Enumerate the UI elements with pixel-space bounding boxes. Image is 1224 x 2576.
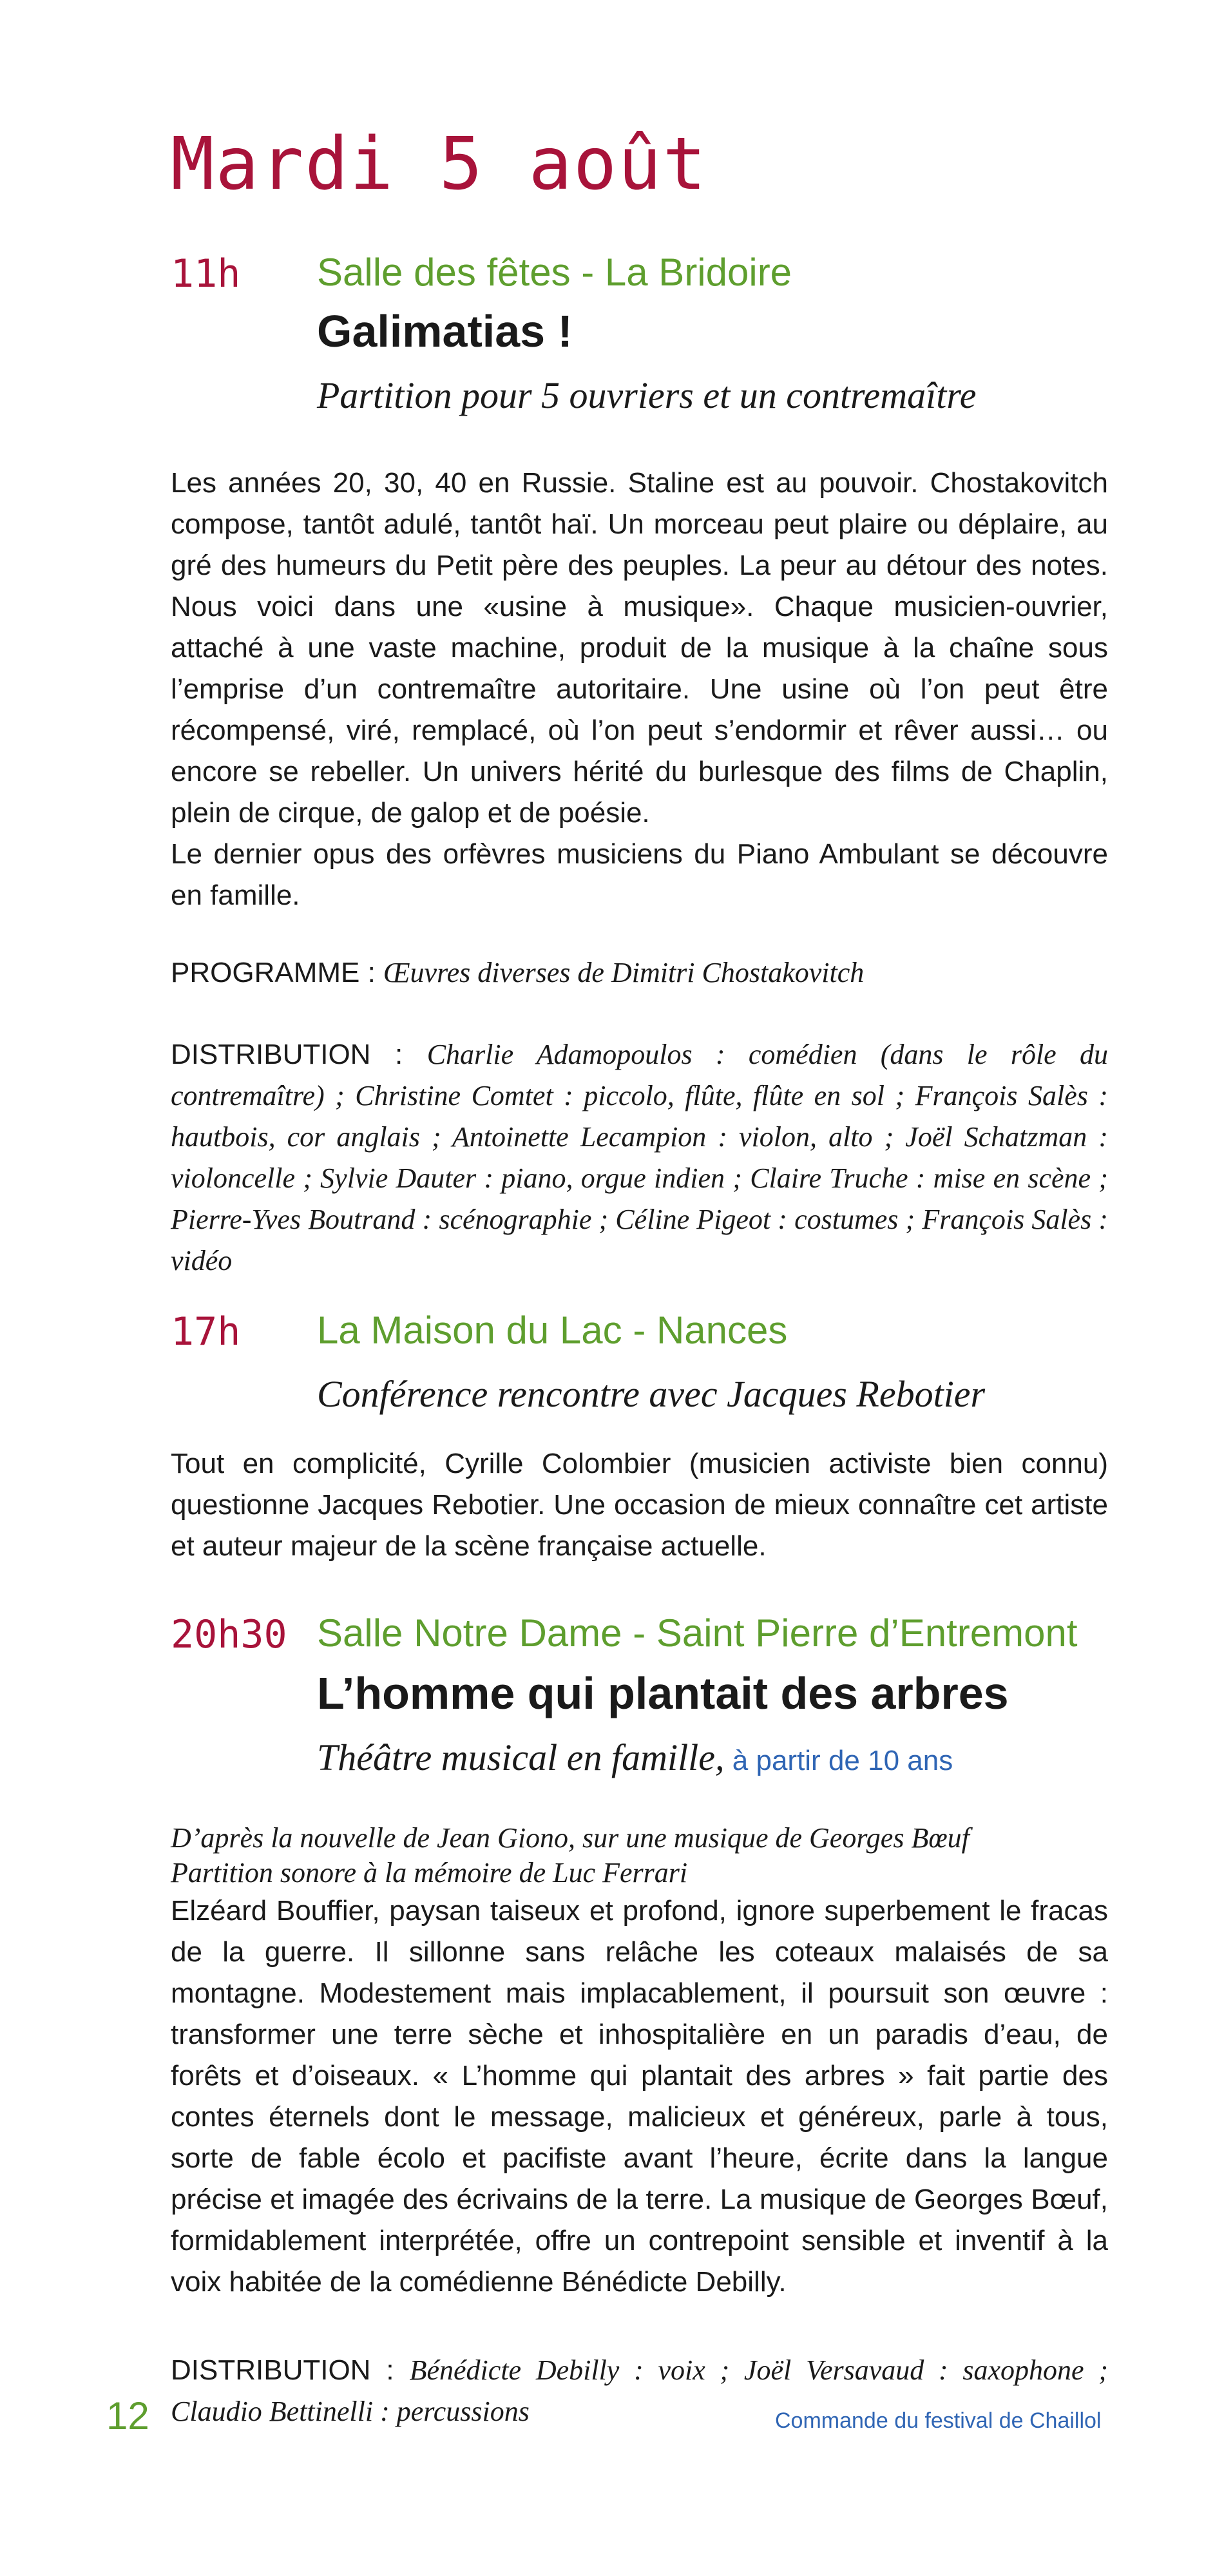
event-venue: La Maison du Lac - Nances — [317, 1309, 788, 1352]
event-time: 20h30 — [171, 1612, 287, 1657]
event-subtitle: Conférence rencontre avec Jacques Rebotier — [317, 1373, 986, 1415]
age-badge: à partir de 10 ans — [724, 1745, 953, 1776]
event-description: Elzéard Bouffier, paysan taiseux et profond, ignore superbement le fracas de la guerre. Il sillonne sans relâche les coteaux malaisés de sa montagne. Modestement mais implacablement, il poursuit son œuvre : transformer une terre sèche et inhospitalière en un paradis d’eau, de forêts et d’oiseaux. « L’homme qui plantait des arbres » fait partie des contes éternels dont le message, malicieux et généreux, parle à tous, sorte de fable écolo et pacifiste avant l’heure, écrite dans la langue précise et imagée des écrivains de la terre. La musique de Georges Bœuf, formidablement interprétée, offre un contrepoint sensible et inventif à la voix habitée de la comédienne Bénédicte Debilly. — [171, 1895, 1108, 2298]
event-distribution — [171, 1034, 1108, 1282]
source-line-1: D’après la nouvelle de Jean Giono, sur une musique de Georges Bœuf — [171, 1822, 970, 1854]
programme-text: Œuvres diverses de Dimitri Chostakovitch — [383, 957, 865, 988]
event-venue: Salle Notre Dame - Saint Pierre d’Entremont — [317, 1611, 1078, 1655]
distribution-text: Charlie Adamopoulos : comédien (dans le rôle du contremaître) ; Christine Comtet : piccolo, flûte, flûte en sol ; François Salès : hautbois, cor anglais ; Antoinette Lecampion : violon, alto ; Joël Schatzman : violoncelle ; Sylvie Dauter : piano, orgue indien ; Claire Truche : mise en scène ; Pierre-Yves Boutrand : scénographie ; Céline Pigeot : costumes ; François Salès : vidéo — [171, 1039, 1108, 1276]
event-programme — [171, 952, 1108, 994]
source-line-2: Partition sonore à la mémoire de Luc Ferrari — [171, 1857, 688, 1889]
event-subtitle: Partition pour 5 ouvriers et un contremaître — [317, 374, 977, 416]
event-description: Tout en complicité, Cyrille Colombier (musicien activiste bien connu) questionne Jacques Rebotier. Une occasion de mieux connaître cet artiste et auteur majeur de la scène française actuelle. — [171, 1448, 1108, 1562]
event-title: Galimatias ! — [317, 306, 573, 356]
distribution-label: DISTRIBUTION : — [171, 1039, 427, 1070]
day-title: Mardi 5 août — [171, 122, 708, 206]
event-description: Les années 20, 30, 40 en Russie. Staline est au pouvoir. Chostakovitch compose, tantôt adulé, tantôt haï. Un morceau peut plaire ou déplaire, au gré des humeurs du Petit père des peuples. La peur au détour des notes. Nous voici dans une «usine à musique». Chaque musicien-ouvrier, attaché à une vaste machine, produit de la musique à la chaîne sous l’emprise d’un contremaître autoritaire. Une usine où l’on peut être récompensé, viré, remplacé, où l’on peut s’endormir et rêver aussi… ou encore se rebeller. Un univers hérité du burlesque des films de Chaplin, plein de cirque, de galop et de poésie. — [171, 467, 1108, 829]
event-subtitle — [317, 1736, 953, 1779]
distribution-label: DISTRIBUTION : — [171, 2354, 410, 2386]
programme-label: PROGRAMME : — [171, 957, 384, 988]
event-time: 17h — [171, 1309, 241, 1354]
footer-note: Commande du festival de Chaillol — [775, 2408, 1102, 2433]
event-source — [171, 1821, 1108, 1890]
distribution-text: Bénédicte Debilly : voix ; Joël Versavaud : saxophone ; Claudio Bettinelli : percussions — [171, 2354, 1108, 2427]
page-number: 12 — [106, 2394, 149, 2437]
event-time: 11h — [171, 251, 241, 296]
event-title: L’homme qui plantait des arbres — [317, 1668, 1009, 1718]
event-description-2: Le dernier opus des orfèvres musiciens du Piano Ambulant se découvre en famille. — [171, 838, 1108, 911]
event-venue: Salle des fêtes - La Bridoire — [317, 251, 792, 294]
event-subtitle-text: Théâtre musical en famille, — [317, 1736, 725, 1778]
